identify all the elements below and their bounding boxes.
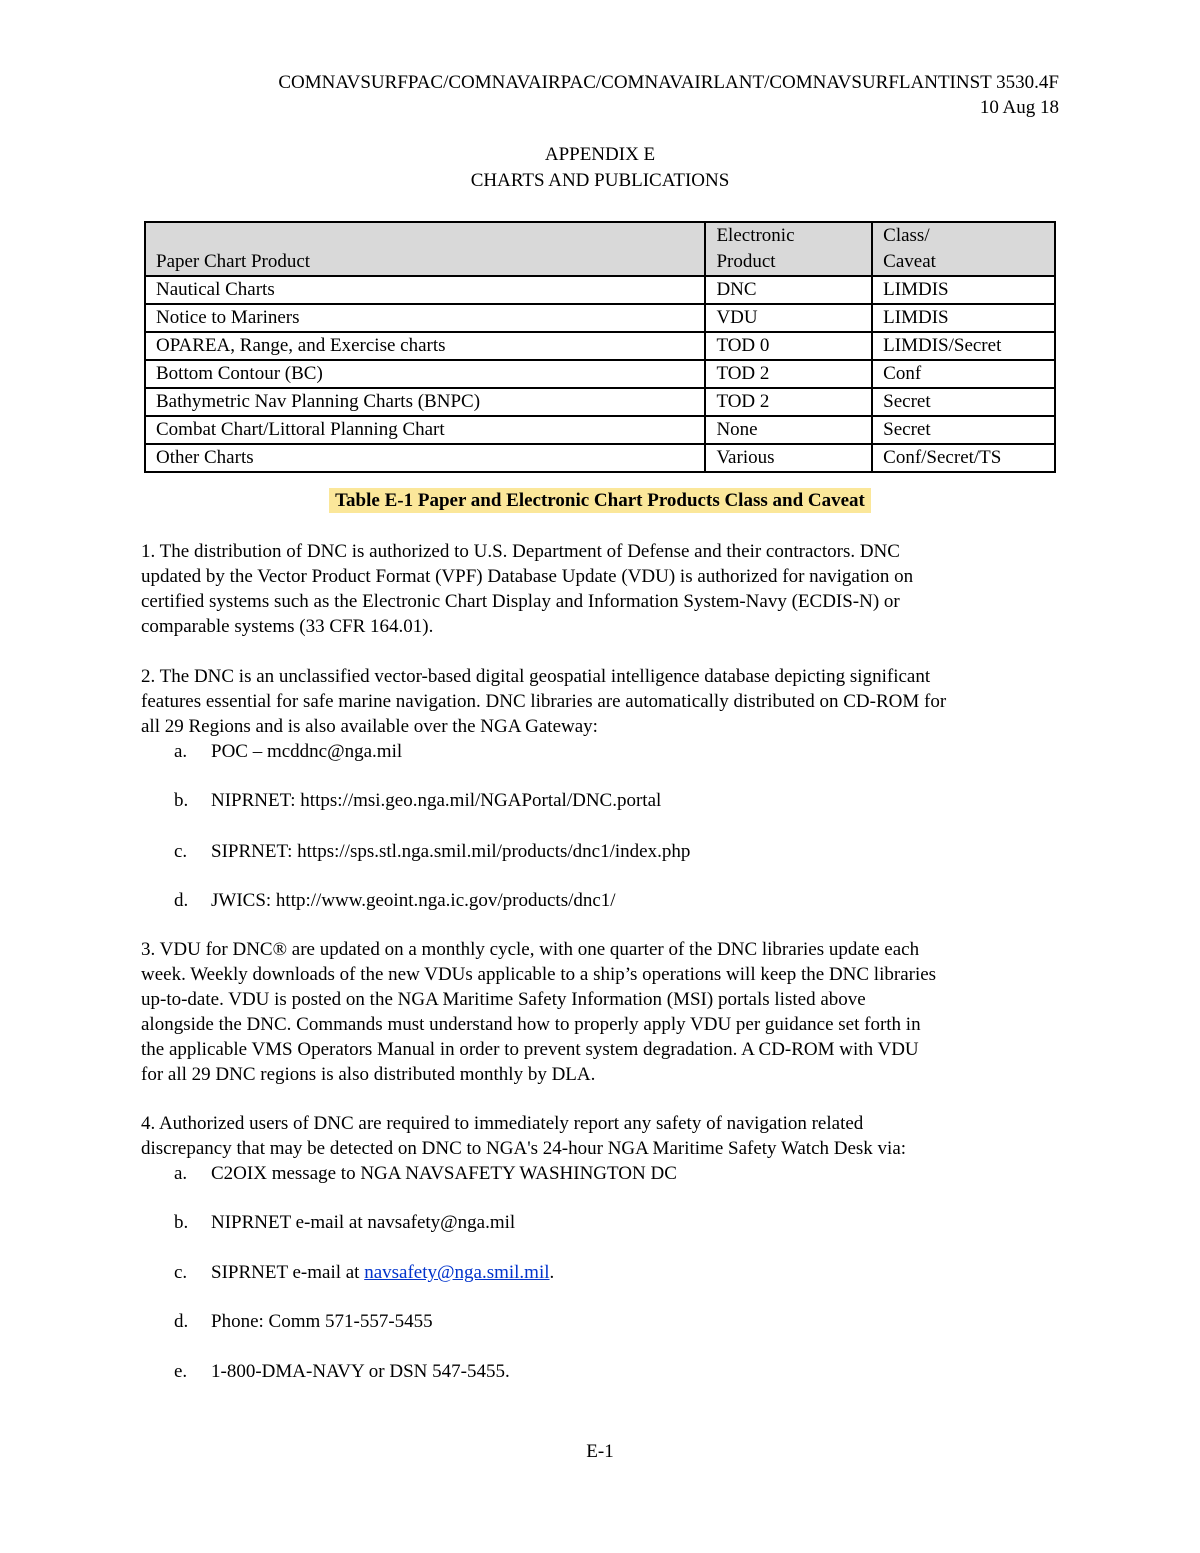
- list-item: c. SIPRNET: https://sps.stl.nga.smil.mil/products/dnc1/index.php: [174, 841, 691, 862]
- table-header-row: [145, 222, 1055, 276]
- document-date: 10 Aug 18: [979, 97, 1059, 118]
- appendix-title: APPENDIX E: [544, 144, 656, 165]
- paragraph-1: 1. The distribution of DNC is authorized to U.S. Department of Defense and their contractors. DNC updated by the Vector Product Format (VPF) Database Update (VDU) is authorized for navigation on certified systems such as the Electronic Chart Display and Information System-Navy (ECDIS-N) or comparable systems (33 CFR 164.01).: [141, 541, 914, 637]
- table-row: [145, 276, 1055, 304]
- list-item: a. C2OIX message to NGA NAVSAFETY WASHINGTON DC: [174, 1163, 677, 1184]
- paragraph-4: 4. Authorized users of DNC are required to immediately report any safety of navigation related discrepancy that may be detected on DNC to NGA's 24-hour NGA Maritime Safety Watch Desk via:: [141, 1113, 907, 1159]
- list-item: e. 1-800-DMA-NAVY or DSN 547-5455.: [174, 1361, 510, 1382]
- table-cell: Secret: [872, 388, 1055, 416]
- table-cell: LIMDIS: [872, 276, 1055, 304]
- table-row: [145, 388, 1055, 416]
- paragraph-3: 3. VDU for DNC® are updated on a monthly cycle, with one quarter of the DNC libraries update each week. Weekly downloads of the new VDUs applicable to a ship’s operations will keep the DNC libraries up-to-date. VDU is posted on the NGA Maritime Safety Information (MSI) portals listed above alongside the DNC. Commands must understand how to properly apply VDU per guidance set forth in the applicable VMS Operators Manual in order to prevent system degradation. A CD-ROM with VDU for all 29 DNC regions is also distributed monthly by DLA.: [141, 939, 937, 1085]
- table-cell: Secret: [872, 416, 1055, 444]
- document-id: COMNAVSURFPAC/COMNAVAIRPAC/COMNAVAIRLANT/COMNAVSURFLANTINST 3530.4F: [278, 72, 1059, 93]
- list-item: a. POC – mcddnc@nga.mil: [174, 741, 403, 762]
- table-cell: Various: [705, 444, 872, 472]
- list-item: c. SIPRNET e-mail at navsafety@nga.smil.mil.: [174, 1262, 555, 1283]
- table-cell: TOD 0: [705, 332, 872, 360]
- header-paper-chart-product: Paper Chart Product: [145, 222, 705, 276]
- table-cell: LIMDIS/Secret: [872, 332, 1055, 360]
- list-item: d. Phone: Comm 571-557-5455: [174, 1311, 433, 1332]
- paragraph-2: 2. The DNC is an unclassified vector-based digital geospatial intelligence database depicting significant features essential for safe marine navigation. DNC libraries are automatically distributed on CD-ROM for all 29 Regions and is also available over the NGA Gateway:: [141, 666, 947, 737]
- table-cell: Conf: [872, 360, 1055, 388]
- table-cell: OPAREA, Range, and Exercise charts: [145, 332, 705, 360]
- table-cell: Other Charts: [145, 444, 705, 472]
- table-cell: Conf/Secret/TS: [872, 444, 1055, 472]
- table-row: [145, 444, 1055, 472]
- table-cell: None: [705, 416, 872, 444]
- table-row: [145, 304, 1055, 332]
- page-number: E-1: [586, 1441, 614, 1462]
- header-electronic-product: Electronic Product: [705, 222, 872, 276]
- table-row: [145, 360, 1055, 388]
- table-caption: Table E-1 Paper and Electronic Chart Products Class and Caveat: [0, 490, 1200, 512]
- table-cell: TOD 2: [705, 388, 872, 416]
- chart-products-table: [144, 221, 1056, 473]
- table-row: [145, 416, 1055, 444]
- appendix-name: CHARTS AND PUBLICATIONS: [470, 170, 730, 191]
- table-cell: DNC: [705, 276, 872, 304]
- table-cell: Bottom Contour (BC): [145, 360, 705, 388]
- table-cell: Combat Chart/Littoral Planning Chart: [145, 416, 705, 444]
- table-row: [145, 332, 1055, 360]
- table-cell: TOD 2: [705, 360, 872, 388]
- table-cell: Nautical Charts: [145, 276, 705, 304]
- table-cell: VDU: [705, 304, 872, 332]
- table-cell: Notice to Mariners: [145, 304, 705, 332]
- list-item: b. NIPRNET: https://msi.geo.nga.mil/NGAPortal/DNC.portal: [174, 790, 662, 811]
- header-class-caveat: Class/ Caveat: [872, 222, 1055, 276]
- table-cell: LIMDIS: [872, 304, 1055, 332]
- siprnet-email-link[interactable]: navsafety@nga.smil.mil: [364, 1262, 550, 1283]
- list-item: d. JWICS: http://www.geoint.nga.ic.gov/products/dnc1/: [174, 890, 616, 911]
- list-item: b. NIPRNET e-mail at navsafety@nga.mil: [174, 1212, 516, 1233]
- table-cell: Bathymetric Nav Planning Charts (BNPC): [145, 388, 705, 416]
